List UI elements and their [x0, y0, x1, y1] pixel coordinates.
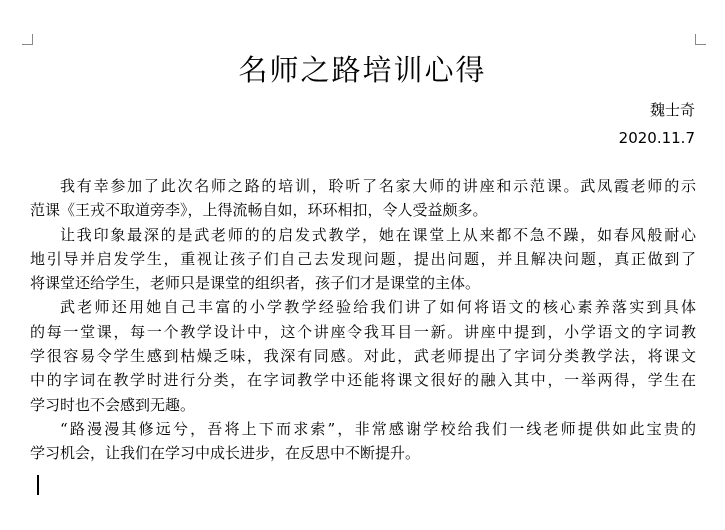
- author-name: 魏士奇: [649, 101, 695, 119]
- paragraph: [30, 174, 696, 223]
- text-line: 范课《王戎不取道旁李》，上得流畅自如，环环相扣，令人受益颇多。: [30, 201, 488, 220]
- document-body[interactable]: [30, 174, 696, 466]
- text-cursor: [37, 475, 39, 495]
- paragraph: [30, 417, 696, 466]
- text-line: 的每一堂课，每一个教学设计中，这个讲座令我耳目一新。讲座中提到，小学语文的字词教: [30, 322, 696, 341]
- paragraph: [30, 295, 696, 416]
- text-line: 学习机会，让我们在学习中成长进步，在反思中不断提升。: [30, 444, 421, 463]
- text-line: 将课堂还给学生，老师只是课堂的组织者，孩子们才是课堂的主体。: [30, 274, 481, 293]
- text-line: “路漫漫其修远兮，吾将上下而求索”，非常感谢学校给我们一线老师提供如此宝贵的: [60, 419, 696, 438]
- document-date: 2020.11.7: [618, 129, 695, 147]
- text-line: 让我印象最深的是武老师的的启发式教学，她在课堂上从来都不急不躁，如春风般耐心: [60, 225, 696, 244]
- text-line: 我有幸参加了此次名师之路的培训，聆听了名家大师的讲座和示范课。武凤霞老师的示: [60, 177, 696, 195]
- text-line: 武老师还用她自己丰富的小学教学经验给我们讲了如何将语文的核心素养落实到具体: [60, 298, 696, 317]
- text-line: 学习时也不会感到无趣。: [30, 395, 196, 414]
- top-left-margin-mark: [22, 34, 33, 45]
- document-title: 名师之路培训心得: [238, 53, 487, 87]
- paragraph: [30, 223, 696, 296]
- text-line: 地引导并启发学生，重视让孩子们自己去发现问题，提出问题，并且解决问题，真正做到了: [30, 249, 696, 268]
- text-line: 学很容易令学生感到枯燥乏味，我深有同感。对此，武老师提出了字词分类教学法，将课文: [30, 347, 696, 366]
- top-right-margin-mark: [695, 34, 706, 45]
- text-line: 中的字词在教学时进行分类，在字词教学中还能将课文很好的融入其中，一举两得，学生在: [30, 371, 696, 390]
